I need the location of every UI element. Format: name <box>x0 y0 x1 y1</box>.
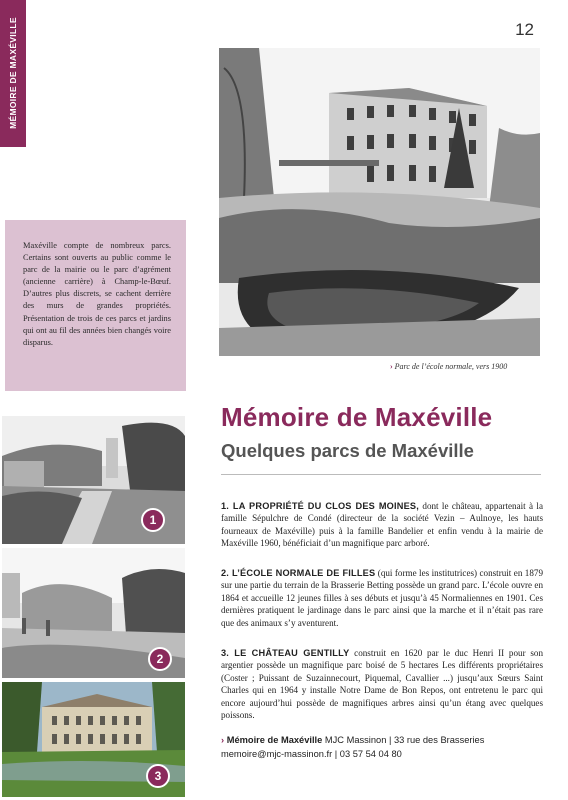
intro-box <box>5 220 186 391</box>
photo-ecole-normale <box>2 548 185 678</box>
section-3-lead: 3. LE CHÂTEAU GENTILLY <box>221 648 350 658</box>
page-number: 12 <box>515 20 534 39</box>
section-2-lead: 2. L’ÉCOLE NORMALE DE FILLES <box>221 568 376 578</box>
title-divider <box>221 474 541 475</box>
photo-caption <box>390 362 507 371</box>
photo-badge-2: 2 <box>148 647 172 671</box>
contact-email-phone[interactable]: memoire@mjc-massinon.fr | 03 57 54 04 80 <box>221 749 402 759</box>
section-chateau-gentilly <box>221 647 543 721</box>
photo-badge-1: 1 <box>141 508 165 532</box>
section-clos-des-moines <box>221 500 543 550</box>
contact-block <box>221 733 551 761</box>
side-section-tab <box>0 0 26 147</box>
photo-clos-des-moines <box>2 416 185 544</box>
photo-badge-3: 3 <box>146 764 170 788</box>
contact-address: MJC Massinon | 33 rue des Brasseries <box>322 735 485 745</box>
caption-text: Parc de l’école normale, vers 1900 <box>394 362 508 371</box>
intro-text: Maxéville compte de nombreux parcs. Certains sont ouverts au public comme le parc de la mairie ou le parc d’agrément (ancienne carrière) à Champ-le-Bœuf. D’autres plus discrets, se cachent derrière des murs de grandes propriétés. Présentation de trois de ces parcs et jardins qui ont au fil des années bien changés voire disparus. <box>23 241 171 347</box>
article-title: Mémoire de Maxéville <box>221 402 493 432</box>
contact-org: Mémoire de Maxéville <box>226 735 323 745</box>
contact-arrow-icon: › <box>221 735 225 745</box>
section-ecole-normale <box>221 567 543 629</box>
section-3-text: construit en 1620 par le duc Henri II pour son argentier possède un magnifique parc boisé de 5 hectares Les différents propriétaires (Coster ; Puissant de Suzainnecourt, Piquemal, Cavallier ...) jusqu’aux Sœurs Saint Charles qui en 1964 y installe Notre Dame de Bon Repos, ont entretenu le parc qui encore aujourd’hui possède de magnifiques arbres ainsi qu’un étang avec quelques poissons. <box>221 648 543 721</box>
article-subtitle: Quelques parcs de Maxéville <box>221 440 474 461</box>
section-1-lead: 1. LA PROPRIÉTÉ DU CLOS DES MOINES, <box>221 501 420 511</box>
side-tab-label: MÉMOIRE DE MAXÉVILLE <box>8 17 18 129</box>
section-1-text: dont le château, appartenait à la famille Sépulchre de Condé (directeur de la société Vezin – Aulnoye, les hauts fourneaux de Maxéville) puis à la famille Bandelier et enfin vendu à la mairie de Maxéville 1960, bénéficiait d’un magnifique parc arboré. <box>221 501 543 549</box>
photo-chateau-gentilly <box>2 682 185 797</box>
section-2-text: (qui forme les institutrices) construit en 1879 sur une partie du terrain de la Brasserie Betting possède un grand parc. L’école ouvre en 1864 et accueille 12 jeunes filles à ses débuts et jusqu’à 45 Normaliennes en 1901. Ces dernières pratiquent le jardinage dans le parc ainsi que la marche et il n’était pas rare que des animaux s’y aventurent. <box>221 568 543 628</box>
main-photo <box>219 48 540 356</box>
caption-arrow-icon: › <box>390 362 393 371</box>
